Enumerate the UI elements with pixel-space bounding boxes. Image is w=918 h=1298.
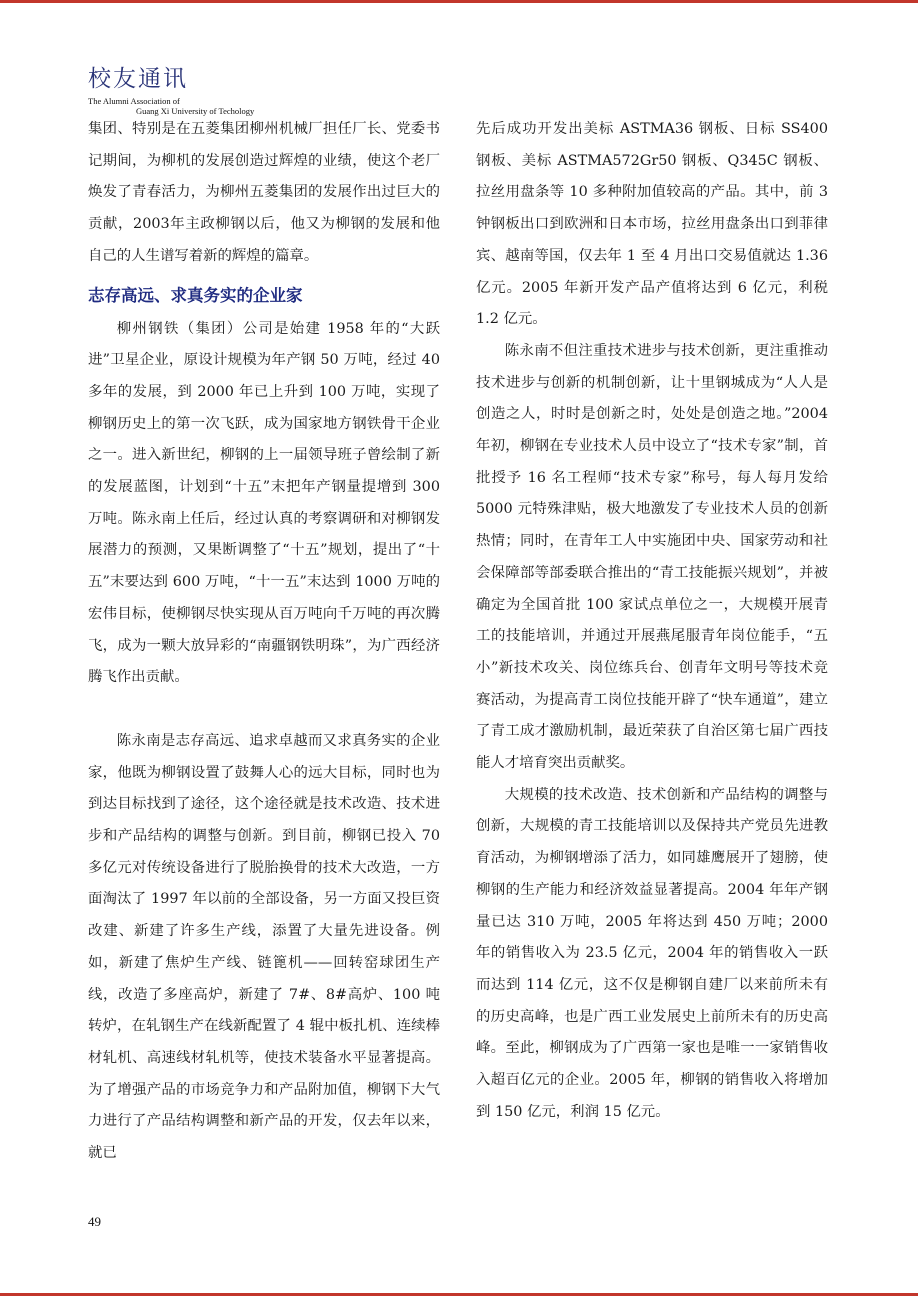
left-paragraph-3: 陈永南是志存高远、追求卓越而又求真务实的企业家，他既为柳钢设置了鼓舞人心的远大目标，同时也为到达目标找到了途径，这个途径就是技术改造、技术进步和产品结构的调整与创新。到目前，柳钢已投入 70 多亿元对传统设备进行了脱胎换骨的技术大改造，一方面淘汰了 1997 年以前的全部设备，另一方面又投巨资改建、新建了许多生产线，添置了大量先进设备。例如，新建了焦炉生产线、链篦机——回转窑球团生产线，改造了多座高炉，新建了 7#、8#高炉、100 吨转炉，在轧钢生产在线新配置了 4 辊中板扎机、连续棒材轧机、高速线材轧机等，使技术装备水平显著提高。为了增强产品的市场竞争力和产品附加值，柳钢下大气力进行了产品结构调整和新产品的开发，仅去年以来，就已 xyxy=(88,732,440,1162)
right-paragraph-2: 陈永南不但注重技术进步与技术创新，更注重推动技术进步与创新的机制创新，让十里钢城成为“人人是创造之人，时时是创新之时，处处是创造之地。”2004 年初，柳钢在专业技术人员中设立了“技术专家”制，首批授予 16 名工程师“技术专家”称号，每人每月发给 5000 元特殊津贴，极大地激发了专业技术人员的创新热情；同时，在青年工人中实施团中央、国家劳动和社会保障部等部委联合推出的“青工技能振兴规划”，并被确定为全国首批 100 家试点单位之一，大规模开展青工的技能培训，并通过开展燕尾服青年岗位能手，“五小”新技术攻关、岗位练兵台、创青年文明号等技术竞赛活动，为提高青工岗位技能开辟了“快车通道”，建立了青工成才激励机制，最近荣获了自治区第七届广西技能人才培育突出贡献奖。 xyxy=(476,342,828,772)
right-paragraph-3: 大规模的技术改造、技术创新和产品结构的调整与创新，大规模的青工技能培训以及保持共产党员先进教育活动，为柳钢增添了活力，如同雄鹰展开了翅膀，使柳钢的生产能力和经济效益显著提高。2004 年年产钢量已达 310 万吨，2005 年将达到 450 万吨；2000 年的销售收入为 23.5 亿元，2004 年的销售收入一跃而达到 114 亿元，这不仅是柳钢自建厂以来前所未有的历史高峰，也是广西工业发展史上前所未有的历史高峰。至此，柳钢成为了广西第一家也是唯一一家销售收入超百亿元的企业。2005 年，柳钢的销售收入将增加到 150 亿元，利润 15 亿元。 xyxy=(476,786,828,1120)
left-paragraph-2: 柳州钢铁（集团）公司是始建 1958 年的“大跃进”卫星企业，原设计规模为年产钢 50 万吨，经过 40 多年的发展，到 2000 年已上升到 100 万吨，实现了柳钢历史上的第一次飞跃，成为国家地方钢铁骨干企业之一。进入新世纪，柳钢的上一届领导班子曾绘制了新的发展蓝图，计划到“十五”末把年产钢量提增到 300 万吨。陈永南上任后，经过认真的考察调研和对柳钢发展潜力的预测，又果断调整了“十五”规划，提出了“十五”末要达到 600 万吨，“十一五”末达到 1000 万吨的宏伟目标，使柳钢尽快实现从百万吨向千万吨的再次腾飞，成为一颗大放异彩的“南疆钢铁明珠”，为广西经济腾飞作出贡献。 xyxy=(88,320,440,686)
section-heading: 志存高远、求真务实的企业家 xyxy=(88,285,303,305)
bottom-border-rule xyxy=(0,1293,918,1296)
masthead xyxy=(88,66,254,116)
left-column xyxy=(88,114,440,1170)
right-paragraph-continued: 先后成功开发出美标 ASTMA36 钢板、日标 SS400 钢板、美标 ASTMA572Gr50 钢板、Q345C 钢板、拉丝用盘条等 10 多种附加值较高的产品。其中，前 3 钟钢板出口到欧洲和日本市场，拉丝用盘条出口到菲律宾、越南等国，仅去年 1 至 4 月出口交易值就达 1.36 亿元。2005 年新开发产品产值将达到 6 亿元，利税 1.2 亿元。 xyxy=(476,121,828,328)
masthead-title-en-line2: Guang Xi University of Techology xyxy=(136,106,255,116)
left-paragraph-continued: 集团、特别是在五菱集团柳州机械厂担任厂长、党委书记期间，为柳机的发展创造过辉煌的业绩，使这个老厂焕发了青春活力，为柳州五菱集团的发展作出过巨大的贡献，2003年主政柳钢以后，他又为柳钢的发展和他自己的人生谱写着新的辉煌的篇章。 xyxy=(88,121,440,264)
page-number: 49 xyxy=(88,1214,101,1229)
masthead-title-cn: 校友通讯 xyxy=(88,66,188,92)
right-column xyxy=(476,114,828,1129)
masthead-title-en-line1: The Alumni Association of xyxy=(88,96,180,106)
top-border-rule xyxy=(0,0,918,3)
